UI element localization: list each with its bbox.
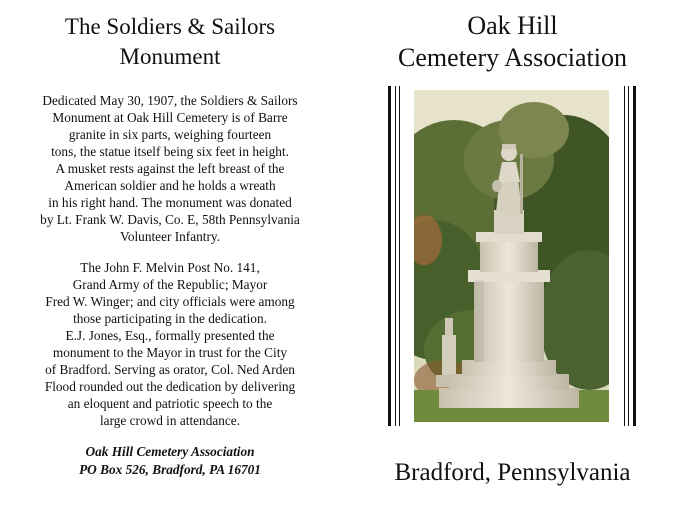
text-line: monument to the Mayor in trust for the City <box>52 345 288 360</box>
text-line: by Lt. Frank W. Davis, Co. E, 58th Pennsylvania <box>40 212 300 227</box>
text-line: Grand Army of the Republic; Mayor <box>72 277 268 292</box>
text-line: A musket rests against the left breast of the <box>55 161 285 176</box>
monument-title-line2: Monument <box>119 44 221 69</box>
text-line: Flood rounded out the dedication by delivering <box>44 379 296 394</box>
monument-title <box>0 12 340 72</box>
right-outer-rule <box>633 86 636 426</box>
monument-title-line1: The Soldiers & Sailors <box>64 14 276 39</box>
text-line: granite in six parts, weighing fourteen <box>68 127 272 142</box>
ceremony-paragraph <box>0 259 340 429</box>
text-line: American soldier and he holds a wreath <box>64 178 276 193</box>
right-inner-rule <box>624 86 625 426</box>
text-line: Dedicated May 30, 1907, the Soldiers & Sailors <box>42 93 298 108</box>
dedication-paragraph <box>0 92 340 245</box>
association-title <box>345 10 680 74</box>
right-inner-rule-2 <box>628 86 629 426</box>
association-address: PO Box 526, Bradford, PA 16701 <box>79 462 261 477</box>
left-inner-rule-2 <box>399 86 400 426</box>
text-line: The John F. Melvin Post No. 141, <box>80 260 260 275</box>
text-line: Volunteer Infantry. <box>119 229 221 244</box>
text-line: Monument at Oak Hill Cemetery is of Barre <box>52 110 288 125</box>
monument-photo <box>414 90 609 422</box>
contact-block <box>0 443 340 479</box>
text-line: tons, the statue itself being six feet in height. <box>51 144 289 159</box>
left-inner-rule <box>395 86 396 426</box>
text-line: E.J. Jones, Esq., formally presented the <box>65 328 275 343</box>
left-outer-rule <box>388 86 391 426</box>
association-title-line2: Cemetery Association <box>398 43 627 72</box>
text-line: in his right hand. The monument was donated <box>48 195 292 210</box>
association-name: Oak Hill Cemetery Association <box>85 444 255 459</box>
text-line: an eloquent and patriotic speech to the <box>67 396 273 411</box>
text-line: Fred W. Winger; and city officials were among <box>45 294 295 309</box>
text-line: of Bradford. Serving as orator, Col. Ned Arden <box>45 362 295 377</box>
text-line: large crowd in attendance. <box>99 413 241 428</box>
text-line: those participating in the dedication. <box>73 311 267 326</box>
association-title-line1: Oak Hill <box>467 11 558 40</box>
location-footer: Bradford, Pennsylvania <box>394 459 631 486</box>
